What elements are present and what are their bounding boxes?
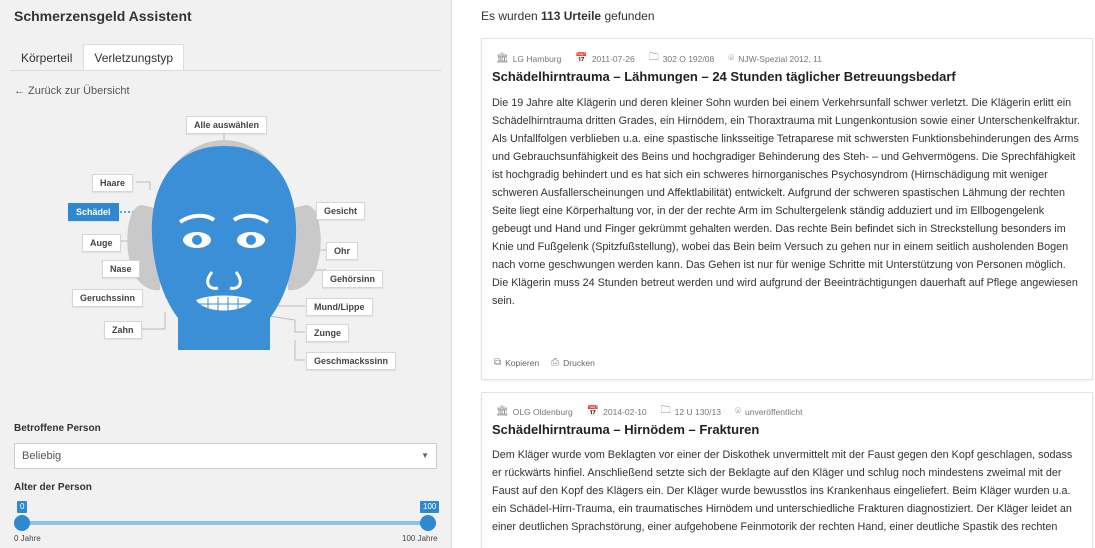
back-link[interactable]: ← Zurück zur Übersicht xyxy=(14,85,130,97)
label-zunge[interactable]: Zunge xyxy=(306,324,349,342)
tab-koerperteil[interactable]: Körperteil xyxy=(21,51,73,65)
card-text: Dem Kläger wurde vom Beklagten vor einer der Diskothek unvermittelt mit der Faust gegen den Kopf geschlagen, sodass er rückwärts hinfiel. Anschließend setzte sich der Beklagte auf den Kläger und schlug noch mindestens zweimal mit der Faust auf den Kopf des Klägers ein. Der Kläger wurde bewusstlos ins Krankenhaus eingeliefert. Beim Kläger wurden u.a. ein Schädel-Hirn-Trauma, ein traumatisches Hirnödem und unterschiedliche Frakturen diagnostiziert. Der Kläger leidet an einer deutlichen Sprachstörung, einer aufgehobene Feinmotorik der rechten Hand, einer deutliche Spastik des rechten xyxy=(492,449,1073,533)
printer-icon: ⎙ xyxy=(551,357,560,368)
card-meta: 🏛 LG Hamburg 📅 2011-07-26 🗀 302 O 192/08 ⌾ NJW-Spezial 2012, 11 xyxy=(496,50,822,67)
label-gesicht[interactable]: Gesicht xyxy=(316,202,365,220)
age-min-bubble: 0 xyxy=(17,501,27,513)
label-geschmackssinn[interactable]: Geschmackssinn xyxy=(306,352,396,370)
results-count: Es wurden 113 Urteile gefunden xyxy=(481,9,655,23)
folder-icon: 🗀 xyxy=(660,405,671,416)
folder-icon: 🗀 xyxy=(648,52,659,63)
label-nase[interactable]: Nase xyxy=(102,260,140,278)
age-min-label: 0 Jahre xyxy=(14,534,41,543)
card-text: Die 19 Jahre alte Klägerin und deren kleiner Sohn wurden bei einem Verkehrsunfall schwer verletzt. Die Klägerin erlitt ein Schädelhirntrauma dritten Grades, ein Hirnödem, ein Thoraxtrauma mit Lungenkontusion sowie einer Unterschenkelfraktur. Als Unfallfolgen verblieben u.a. eine spastische linksseitige Tetraparese mit schwersten Funktionsbehinderungen des Arms und Gebrauchsunfähigkeit des Beins und hochgradiger Behinderung des Steh- – und Gehvermögens. Die Sprechfähigkeit ist hochgradig behindert und es hat sich ein schweres hirnorganisches Psychosyndrom (Hirnschädigung mit weniger schweren Ausfallerscheinungen und Affektlabilität) entwickelt. Aufgrund der schweren spastischen Lähmung der rechten Seite liegt eine Körperhaltung vor, in der der rechte Arm im Schultergelenk ständig adduziert und im Ellbogengelenk gebeugt und Hand und Finger gekrümmt gehalten werden. Das rechte Bein befindet sich in Streckstellung besonders im Knie und Fußgelenk (Spitzfußstellung), wobei das Bein beim Versuch zu gehen nur in einem seitlich ausholenden Bogen nach vorne geschwungen werden kann. Das Gehen ist nur für wenige Schritte mit Unterstützung von Personen möglich. Die Klägerin muss 24 Stunden betreut werden und wird aufgrund der Beeinträchtigungen dauerhaft auf Pflege angewiesen sein. xyxy=(492,97,1080,307)
label-gehoersinn[interactable]: Gehörsinn xyxy=(322,270,383,288)
location-pin-icon: ⌾ xyxy=(728,53,735,64)
copy-button[interactable]: ⧉ Kopieren xyxy=(494,357,540,368)
age-max-bubble: 100 xyxy=(420,501,439,513)
results-number: 113 Urteile xyxy=(541,9,602,23)
age-slider-min-handle[interactable] xyxy=(14,515,30,531)
app-title: Schmerzensgeld Assistent xyxy=(14,8,192,24)
label-auge[interactable]: Auge xyxy=(82,234,121,252)
filter-panel xyxy=(0,0,452,548)
label-schaedel[interactable]: Schädel xyxy=(68,203,119,221)
card-title[interactable]: Schädelhirntrauma – Lähmungen – 24 Stunden täglicher Betreuungsbedarf xyxy=(492,69,956,84)
tab-verletzungstyp[interactable]: Verletzungstyp xyxy=(83,44,184,70)
age-slider-track[interactable] xyxy=(22,521,428,525)
label-geruchssinn[interactable]: Geruchssinn xyxy=(72,289,143,307)
age-label: Alter der Person xyxy=(14,482,92,493)
label-mund-lippe[interactable]: Mund/Lippe xyxy=(306,298,373,316)
calendar-icon: 📅 xyxy=(586,406,600,417)
person-select[interactable] xyxy=(14,443,437,469)
label-ohr[interactable]: Ohr xyxy=(326,242,358,260)
head-illustration xyxy=(0,0,452,400)
label-zahn[interactable]: Zahn xyxy=(104,321,142,339)
person-label: Betroffene Person xyxy=(14,423,101,434)
age-slider-max-handle[interactable] xyxy=(420,515,436,531)
card-meta: 🏛 OLG Oldenburg 📅 2014-02-10 🗀 12 U 130/13 ⌾ unveröffentlicht xyxy=(496,403,802,420)
age-max-label: 100 Jahre xyxy=(402,534,438,543)
print-button[interactable]: ⎙ Drucken xyxy=(551,357,595,368)
location-pin-icon: ⌾ xyxy=(734,406,741,417)
chevron-down-icon: ▼ xyxy=(421,451,429,460)
person-select-value: Beliebig xyxy=(22,450,62,462)
label-select-all[interactable]: Alle auswählen xyxy=(186,116,267,134)
result-card[interactable] xyxy=(481,392,1093,548)
court-icon: 🏛 xyxy=(496,406,509,417)
court-icon: 🏛 xyxy=(496,53,509,64)
label-haare[interactable]: Haare xyxy=(92,174,133,192)
age-slider-range xyxy=(22,521,428,525)
card-title[interactable]: Schädelhirntrauma – Hirnödem – Frakturen xyxy=(492,422,760,437)
card-actions xyxy=(494,357,595,368)
copy-icon: ⧉ xyxy=(494,357,502,368)
result-card[interactable] xyxy=(481,38,1093,380)
calendar-icon: 📅 xyxy=(575,53,588,64)
